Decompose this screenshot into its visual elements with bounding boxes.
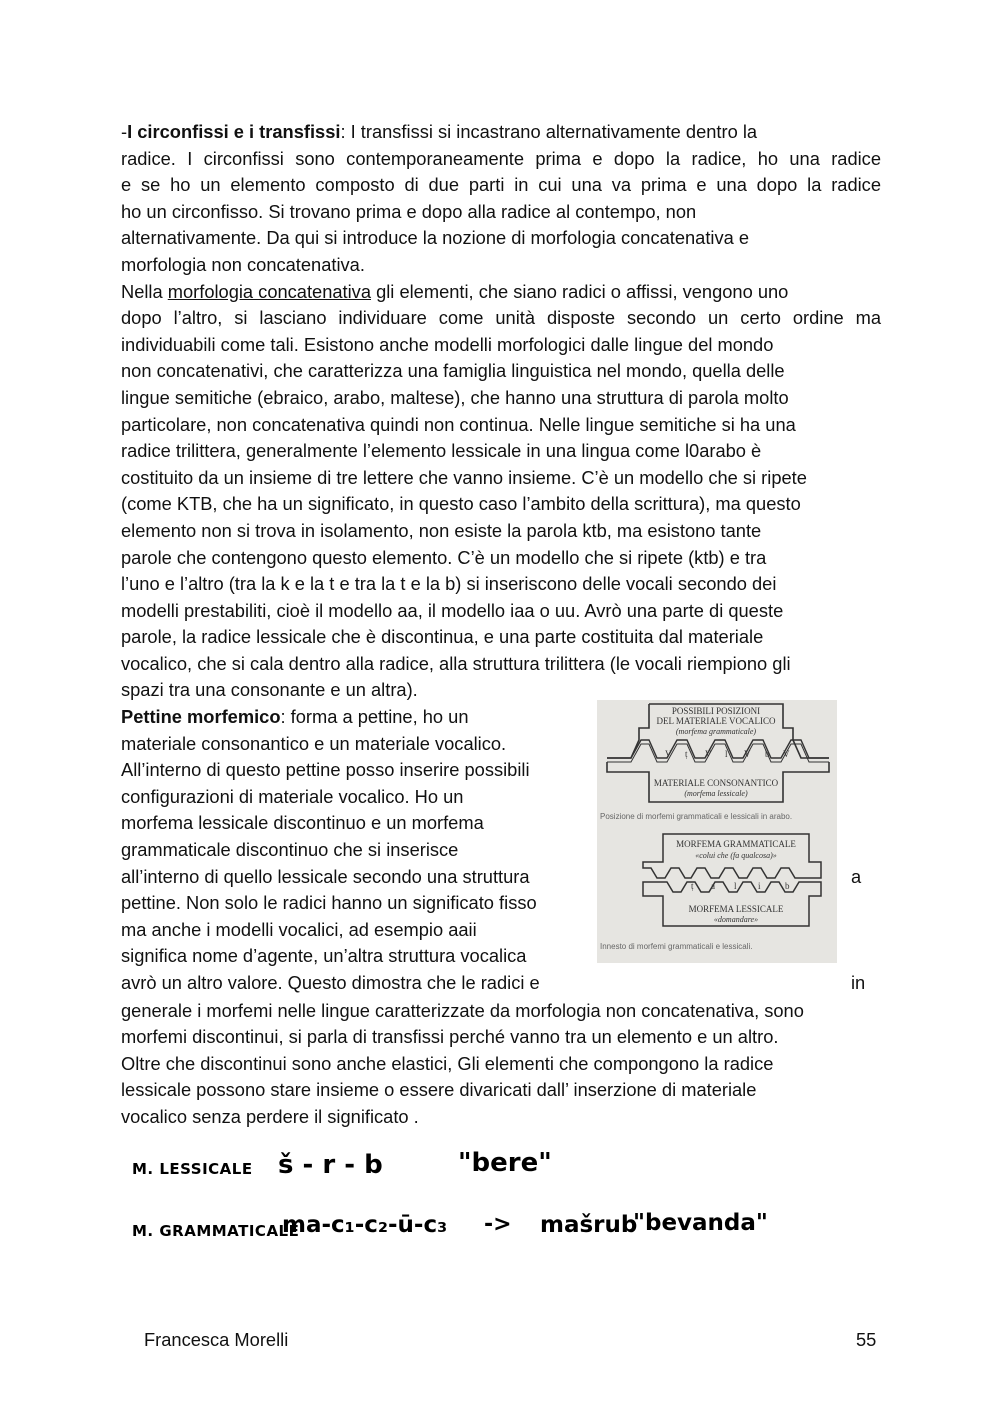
text-line: morfema lessicale discontinuo e un morfema (121, 812, 484, 834)
text-line: e se ho un elemento composto di due parti in cui una va prima e una dopo la radice (121, 174, 881, 196)
comb-teeth (607, 740, 829, 758)
hand-root-formula: š - r - b (278, 1150, 383, 1180)
dash: - (121, 121, 128, 142)
text-line: ma anche i modelli vocalici, ad esempio aaii (121, 918, 477, 940)
text-line: all’interno di quello lessicale secondo una struttura (121, 865, 530, 887)
upper-comb-outline-left (607, 704, 649, 758)
hand-arrow: -> (484, 1212, 512, 1237)
fig-bot-slot: i (758, 881, 761, 891)
text-line: dopo l’altro, si lasciano individuare come unità disposte secondo un certo ordine ma (121, 307, 881, 329)
bottom-text-block (121, 971, 881, 1131)
fig-caption-2: Innesto di morfemi grammaticali e lessicali. (600, 942, 753, 951)
text-line: particolare, non concatenativa quindi non continua. Nelle lingue semitiche si ha una (121, 413, 796, 435)
heading-pettine: Pettine morfemico (121, 706, 281, 727)
text-line: parole che contengono questo elemento. C’è un modello che si ripete (ktb) e tra (121, 546, 767, 568)
text-line: parole, la radice lessicale che è discontinua, e una parte costituita dal materiale (121, 626, 764, 648)
text-line: radice. I circonfissi sono contemporaneamente prima e dopo la radice, ho una radice (121, 147, 881, 169)
text-line: materiale consonantico e un materiale vocalico. (121, 732, 507, 754)
hand-label-lessicale: M. LESSICALE (132, 1160, 253, 1178)
text-span: Nella (121, 280, 168, 302)
fig-bot-slot: ṭ (691, 881, 694, 891)
text-line: elemento non si trova in isolamento, non esiste la parola ktb, ma esistono tante (121, 519, 762, 541)
text-line: l’uno e l’altro (tra la k e la t e tra la t e la b) si inseriscono delle vocali secondo dei (121, 573, 777, 595)
wrapped-word-a: a (851, 866, 862, 887)
text-line: modelli prestabiliti, cioè il modello aa, il modello iaa o uu. Avrò una parte di queste (121, 599, 784, 621)
fig-slot: V (783, 749, 790, 759)
fig-top-title-2: DEL MATERIALE VOCALICO (656, 716, 776, 726)
fig-top-bottom-1: MATERIALE CONSONANTICO (653, 778, 779, 788)
text-line: ho un circonfisso. Si trovano prima e dopo alla radice al contempo, non (121, 200, 697, 222)
fig-top-title-3: (morfema grammaticale) (675, 727, 757, 736)
hand-label-grammaticale: M. GRAMMATICALE (132, 1222, 300, 1240)
hand-pattern-formula: ma-c₁-c₂-ū-c₃ (282, 1212, 448, 1238)
text-line: configurazioni di materiale vocalico. Ho un (121, 785, 464, 807)
heading-circonfissi: I circonfissi e i transfissi (127, 121, 341, 142)
text-line: radice trilittera, generalmente l’elemento lessicale in una lingua come l0arabo è (121, 440, 762, 462)
text-line: Oltre che discontinui sono anche elastici, Gli elementi che compongono la radice (121, 1052, 774, 1074)
text-line: All’interno di questo pettine posso inserire possibili (121, 759, 530, 781)
fig-bot-title-2: «colui che (fa qualcosa)» (695, 851, 777, 860)
text-line: non concatenativi, che caratterizza una famiglia linguistica nel mondo, quella delle (121, 360, 785, 382)
hand-word-masrub: mašrub (540, 1212, 638, 1238)
text-line: morfologia non concatenativa. (121, 253, 365, 275)
text-line (121, 119, 881, 146)
text-line: costituito da un insieme di tre lettere che vanno insieme. C’è un modello che si ripete (121, 466, 807, 488)
text-line: lingue semitiche (ebraico, arabo, maltese), che hanno una struttura di parola molto (121, 386, 789, 408)
text-span: : forma a pettine, ho un (280, 706, 469, 727)
text-line: pettine. Non solo le radici hanno un significato fisso (121, 892, 537, 914)
text-line (121, 704, 581, 731)
fig-slot: ṭ (685, 749, 688, 759)
fig-top-title-1: POSSIBILI POSIZIONI (671, 706, 761, 716)
fig-bot-slot: b (785, 881, 790, 891)
hand-gloss-bere: "bere" (458, 1148, 552, 1178)
fig-bot-bottom-1: MORFEMA LESSICALE (688, 904, 784, 914)
pettine-text-block (121, 704, 581, 997)
text-span: : I transfissi si incastrano alternativamente dentro la (340, 121, 758, 142)
text-line: spazi tra una consonante e un altra). (121, 679, 418, 701)
text-line: significa nome d’agente, un’altra struttura vocalica (121, 945, 527, 967)
text-line: generale i morfemi nelle lingue caratterizzate da morfologia non concatenativa, sono (121, 999, 804, 1021)
fig-caption-1: Posizione di morfemi grammaticali e lessicali in arabo. (600, 812, 793, 821)
comb-diagram-figure (597, 700, 837, 963)
page-number: 55 (856, 1329, 877, 1350)
fig-bot-bottom-2: «domandare» (713, 915, 759, 924)
fig-bot-slot: l (734, 881, 737, 891)
text-line: vocalico, che si cala dentro alla radice, alla struttura trilittera (le vocali riempiono gli (121, 652, 791, 674)
text-line: vocalico senza perdere il significato . (121, 1105, 419, 1127)
fig-top-bottom-2: (morfema lessicale) (684, 789, 748, 798)
fig-slot: V (705, 749, 712, 759)
text-line: alternativamente. Da qui si introduce la nozione di morfologia concatenativa e (121, 227, 750, 249)
text-line: lessicale possono stare insieme o essere divaricati dall’ inserzione di materiale (121, 1079, 757, 1101)
fig-bot-title-1: MORFEMA GRAMMATICALE (676, 839, 796, 849)
wrapped-word-in: in (851, 972, 866, 993)
underlined-term: morfologia concatenativa (167, 280, 371, 302)
fig-slot: V (665, 749, 672, 759)
text-line: morfemi discontinui, si parla di transfissi perché vanno tra un elemento e un altro. (121, 1026, 779, 1048)
fig-slot: l (725, 749, 728, 759)
fig-slot: V (744, 749, 751, 759)
fig-bot-slot: a (711, 881, 715, 891)
text-line: individuabili come tali. Esistono anche modelli morfologici dalle lingue del mondo (121, 333, 774, 355)
text-span: gli elementi, che siano radici o affissi, vengono uno (371, 280, 789, 302)
fig-slot: b (765, 749, 770, 759)
top-text-block (121, 119, 881, 704)
text-line: grammaticale discontinuo che si inserisce (121, 838, 459, 860)
text-line: avrò un altro valore. Questo dimostra che le radici e (121, 971, 540, 993)
hand-gloss-bevanda: "bevanda" (633, 1210, 768, 1236)
text-line: (come KTB, che ha un significato, in questo caso l’ambito della scrittura), ma questo (121, 493, 801, 515)
text-line (121, 279, 881, 306)
footer-author: Francesca Morelli (144, 1329, 289, 1350)
